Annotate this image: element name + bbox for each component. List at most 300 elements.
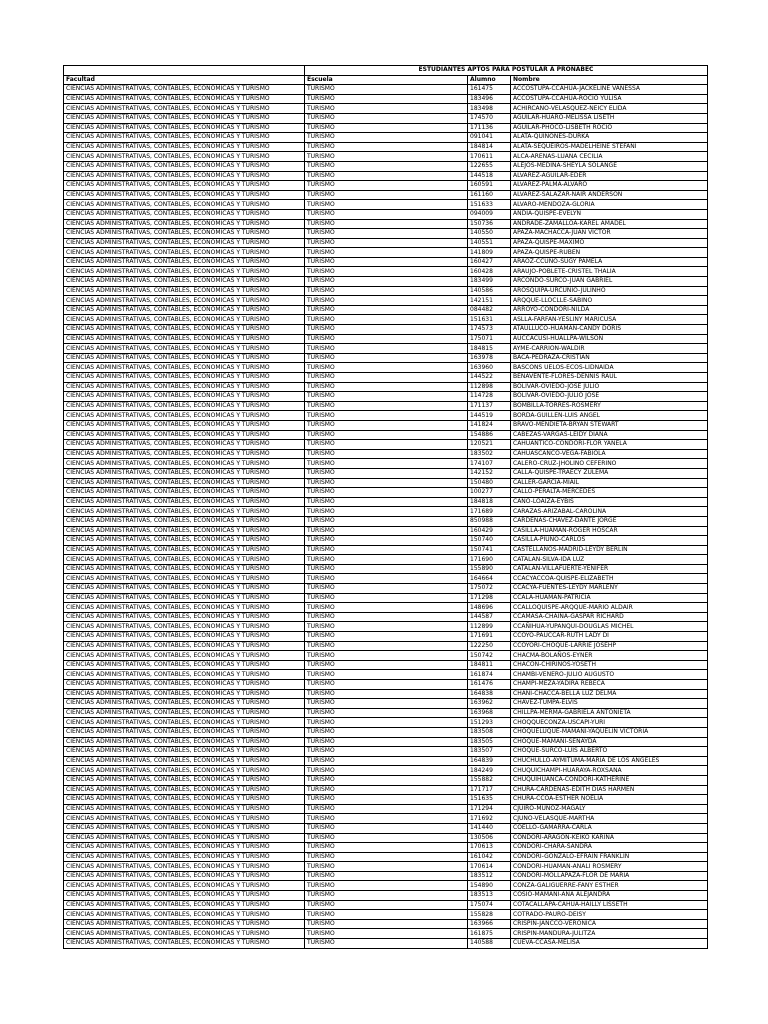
table-title-row bbox=[64, 66, 708, 76]
cell-nombre: CRISPIN-JANCCO-VERONICA bbox=[511, 919, 708, 929]
cell-escuela: TURISMO bbox=[305, 939, 468, 949]
table-row bbox=[64, 478, 708, 488]
cell-escuela: TURISMO bbox=[305, 94, 468, 104]
cell-nombre: CALLA-QUISPE-TRAECY ZULEMA bbox=[511, 468, 708, 478]
table-row bbox=[64, 881, 708, 891]
cell-facultad: CIENCIAS ADMINISTRATIVAS, CONTABLES, ECONOMICAS Y TURISMO bbox=[64, 363, 305, 373]
cell-facultad: CIENCIAS ADMINISTRATIVAS, CONTABLES, ECONOMICAS Y TURISMO bbox=[64, 871, 305, 881]
cell-facultad: CIENCIAS ADMINISTRATIVAS, CONTABLES, ECONOMICAS Y TURISMO bbox=[64, 296, 305, 306]
cell-nombre: CATALAN-SILVA-IDA LUZ bbox=[511, 555, 708, 565]
cell-nombre: CHOQQUECONZA-USCAPI-YURI bbox=[511, 718, 708, 728]
cell-nombre: BACA-PEDRAZA-CRISTIAN bbox=[511, 353, 708, 363]
cell-alumno: 122250 bbox=[468, 641, 511, 651]
table-row bbox=[64, 315, 708, 325]
cell-alumno: 150742 bbox=[468, 651, 511, 661]
cell-escuela: TURISMO bbox=[305, 929, 468, 939]
cell-escuela: TURISMO bbox=[305, 181, 468, 191]
cell-facultad: CIENCIAS ADMINISTRATIVAS, CONTABLES, ECONOMICAS Y TURISMO bbox=[64, 229, 305, 239]
table-row bbox=[64, 545, 708, 555]
cell-alumno: 171691 bbox=[468, 632, 511, 642]
cell-nombre: COELLO-GAMARRA-CARLA bbox=[511, 823, 708, 833]
cell-facultad: CIENCIAS ADMINISTRATIVAS, CONTABLES, ECONOMICAS Y TURISMO bbox=[64, 775, 305, 785]
table-row bbox=[64, 353, 708, 363]
cell-nombre: CCAÑIHUA-YUPANQUI-DOUGLAS MICHEL bbox=[511, 622, 708, 632]
cell-facultad: CIENCIAS ADMINISTRATIVAS, CONTABLES, ECONOMICAS Y TURISMO bbox=[64, 795, 305, 805]
cell-alumno: 183507 bbox=[468, 747, 511, 757]
table-row bbox=[64, 411, 708, 421]
cell-escuela: TURISMO bbox=[305, 104, 468, 114]
cell-facultad: CIENCIAS ADMINISTRATIVAS, CONTABLES, ECONOMICAS Y TURISMO bbox=[64, 488, 305, 498]
cell-alumno: 183508 bbox=[468, 727, 511, 737]
cell-escuela: TURISMO bbox=[305, 708, 468, 718]
cell-alumno: 151635 bbox=[468, 795, 511, 805]
cell-escuela: TURISMO bbox=[305, 267, 468, 277]
cell-nombre: CHUQUIHUANCA-CONDORI-KATHERINE bbox=[511, 775, 708, 785]
cell-escuela: TURISMO bbox=[305, 775, 468, 785]
cell-facultad: CIENCIAS ADMINISTRATIVAS, CONTABLES, ECONOMICAS Y TURISMO bbox=[64, 104, 305, 114]
cell-nombre: BOLIVAR-OVIEDO-JULIO JOSE bbox=[511, 392, 708, 402]
cell-nombre: CCACYA-FUENTES-LEYDY MARLENY bbox=[511, 584, 708, 594]
cell-nombre: ACCOSTUPA-CCAHUA-JACKELINE VANESSA bbox=[511, 85, 708, 95]
cell-nombre: ATAULLUCO-HUAMAN-CANDY DORIS bbox=[511, 325, 708, 335]
header-escuela: Escuela bbox=[305, 75, 468, 85]
cell-facultad: CIENCIAS ADMINISTRATIVAS, CONTABLES, ECONOMICAS Y TURISMO bbox=[64, 353, 305, 363]
cell-facultad: CIENCIAS ADMINISTRATIVAS, CONTABLES, ECONOMICAS Y TURISMO bbox=[64, 632, 305, 642]
cell-facultad: CIENCIAS ADMINISTRATIVAS, CONTABLES, ECONOMICAS Y TURISMO bbox=[64, 190, 305, 200]
table-row bbox=[64, 229, 708, 239]
cell-facultad: CIENCIAS ADMINISTRATIVAS, CONTABLES, ECONOMICAS Y TURISMO bbox=[64, 334, 305, 344]
cell-escuela: TURISMO bbox=[305, 507, 468, 517]
cell-alumno: 174107 bbox=[468, 459, 511, 469]
cell-escuela: TURISMO bbox=[305, 718, 468, 728]
cell-escuela: TURISMO bbox=[305, 833, 468, 843]
cell-alumno: 140588 bbox=[468, 939, 511, 949]
cell-escuela: TURISMO bbox=[305, 536, 468, 546]
cell-nombre: ACCOSTUPA-CCAHUA-ROCIO YULISA bbox=[511, 94, 708, 104]
cell-nombre: CAHUASCANCO-VEGA-FABIOLA bbox=[511, 449, 708, 459]
table-row bbox=[64, 699, 708, 709]
cell-alumno: 155882 bbox=[468, 775, 511, 785]
cell-facultad: CIENCIAS ADMINISTRATIVAS, CONTABLES, ECONOMICAS Y TURISMO bbox=[64, 267, 305, 277]
table-row bbox=[64, 929, 708, 939]
table-row bbox=[64, 248, 708, 258]
cell-facultad: CIENCIAS ADMINISTRATIVAS, CONTABLES, ECONOMICAS Y TURISMO bbox=[64, 747, 305, 757]
table-row bbox=[64, 344, 708, 354]
cell-escuela: TURISMO bbox=[305, 804, 468, 814]
cell-nombre: BORDA-GUILLEN-LUIS ANGEL bbox=[511, 411, 708, 421]
cell-alumno: 164838 bbox=[468, 689, 511, 699]
cell-alumno: 140550 bbox=[468, 229, 511, 239]
cell-escuela: TURISMO bbox=[305, 334, 468, 344]
cell-alumno: 120521 bbox=[468, 440, 511, 450]
cell-escuela: TURISMO bbox=[305, 142, 468, 152]
table-row bbox=[64, 862, 708, 872]
cell-escuela: TURISMO bbox=[305, 612, 468, 622]
cell-escuela: TURISMO bbox=[305, 660, 468, 670]
cell-nombre: ARQQUE-LLOCLLE-SABINO bbox=[511, 296, 708, 306]
table-row bbox=[64, 727, 708, 737]
cell-nombre: CRISPIN-MANDURA-JULITZA bbox=[511, 929, 708, 939]
cell-facultad: CIENCIAS ADMINISTRATIVAS, CONTABLES, ECONOMICAS Y TURISMO bbox=[64, 315, 305, 325]
cell-escuela: TURISMO bbox=[305, 632, 468, 642]
cell-nombre: CHACMA-BOLAÑOS-EYNER bbox=[511, 651, 708, 661]
cell-facultad: CIENCIAS ADMINISTRATIVAS, CONTABLES, ECONOMICAS Y TURISMO bbox=[64, 238, 305, 248]
cell-escuela: TURISMO bbox=[305, 891, 468, 901]
table-row bbox=[64, 516, 708, 526]
cell-alumno: 183499 bbox=[468, 277, 511, 287]
cell-alumno: 084482 bbox=[468, 305, 511, 315]
cell-alumno: 174570 bbox=[468, 113, 511, 123]
cell-escuela: TURISMO bbox=[305, 353, 468, 363]
table-row bbox=[64, 104, 708, 114]
cell-alumno: 163960 bbox=[468, 363, 511, 373]
table-row bbox=[64, 277, 708, 287]
cell-escuela: TURISMO bbox=[305, 488, 468, 498]
cell-escuela: TURISMO bbox=[305, 373, 468, 383]
cell-escuela: TURISMO bbox=[305, 910, 468, 920]
cell-escuela: TURISMO bbox=[305, 161, 468, 171]
cell-alumno: 142151 bbox=[468, 296, 511, 306]
cell-nombre: CHOQUE-SURCO-LUIS ALBERTO bbox=[511, 747, 708, 757]
table-row bbox=[64, 919, 708, 929]
cell-nombre: CHILLPA-MERMA-GABRIELA ANTONIETA bbox=[511, 708, 708, 718]
cell-facultad: CIENCIAS ADMINISTRATIVAS, CONTABLES, ECONOMICAS Y TURISMO bbox=[64, 584, 305, 594]
cell-nombre: CHAVEZ-TUMPA-ELVIS bbox=[511, 699, 708, 709]
cell-nombre: CCOYORI-CHOQUE-LARRIE JOSEHP bbox=[511, 641, 708, 651]
cell-facultad: CIENCIAS ADMINISTRATIVAS, CONTABLES, ECONOMICAS Y TURISMO bbox=[64, 161, 305, 171]
cell-escuela: TURISMO bbox=[305, 699, 468, 709]
cell-escuela: TURISMO bbox=[305, 862, 468, 872]
cell-escuela: TURISMO bbox=[305, 190, 468, 200]
cell-alumno: 144519 bbox=[468, 411, 511, 421]
cell-escuela: TURISMO bbox=[305, 382, 468, 392]
cell-nombre: CCOYO-PAUCCAR-RUTH LADY DI bbox=[511, 632, 708, 642]
cell-facultad: CIENCIAS ADMINISTRATIVAS, CONTABLES, ECONOMICAS Y TURISMO bbox=[64, 603, 305, 613]
cell-nombre: CCALLOQUISPE-ARQQUE-MARIO ALDAIR bbox=[511, 603, 708, 613]
cell-escuela: TURISMO bbox=[305, 756, 468, 766]
cell-alumno: 171717 bbox=[468, 785, 511, 795]
cell-facultad: CIENCIAS ADMINISTRATIVAS, CONTABLES, ECONOMICAS Y TURISMO bbox=[64, 181, 305, 191]
cell-escuela: TURISMO bbox=[305, 219, 468, 229]
cell-nombre: CONDORI-CHARA-SANDRA bbox=[511, 843, 708, 853]
cell-facultad: CIENCIAS ADMINISTRATIVAS, CONTABLES, ECONOMICAS Y TURISMO bbox=[64, 651, 305, 661]
cell-escuela: TURISMO bbox=[305, 229, 468, 239]
cell-facultad: CIENCIAS ADMINISTRATIVAS, CONTABLES, ECONOMICAS Y TURISMO bbox=[64, 401, 305, 411]
cell-escuela: TURISMO bbox=[305, 823, 468, 833]
cell-facultad: CIENCIAS ADMINISTRATIVAS, CONTABLES, ECONOMICAS Y TURISMO bbox=[64, 497, 305, 507]
table-row bbox=[64, 536, 708, 546]
cell-facultad: CIENCIAS ADMINISTRATIVAS, CONTABLES, ECONOMICAS Y TURISMO bbox=[64, 200, 305, 210]
cell-nombre: ARROYO-CONDORI-NILDA bbox=[511, 305, 708, 315]
table-row bbox=[64, 632, 708, 642]
cell-facultad: CIENCIAS ADMINISTRATIVAS, CONTABLES, ECONOMICAS Y TURISMO bbox=[64, 939, 305, 949]
cell-escuela: TURISMO bbox=[305, 468, 468, 478]
table-row bbox=[64, 161, 708, 171]
cell-alumno: 130506 bbox=[468, 833, 511, 843]
cell-facultad: CIENCIAS ADMINISTRATIVAS, CONTABLES, ECONOMICAS Y TURISMO bbox=[64, 593, 305, 603]
cell-facultad: CIENCIAS ADMINISTRATIVAS, CONTABLES, ECONOMICAS Y TURISMO bbox=[64, 209, 305, 219]
cell-facultad: CIENCIAS ADMINISTRATIVAS, CONTABLES, ECONOMICAS Y TURISMO bbox=[64, 420, 305, 430]
cell-alumno: 140551 bbox=[468, 238, 511, 248]
cell-nombre: CASILLA-PIUÑO-CARLOS bbox=[511, 536, 708, 546]
cell-facultad: CIENCIAS ADMINISTRATIVAS, CONTABLES, ECONOMICAS Y TURISMO bbox=[64, 468, 305, 478]
cell-escuela: TURISMO bbox=[305, 315, 468, 325]
cell-facultad: CIENCIAS ADMINISTRATIVAS, CONTABLES, ECONOMICAS Y TURISMO bbox=[64, 123, 305, 133]
table-row bbox=[64, 219, 708, 229]
cell-alumno: 122655 bbox=[468, 161, 511, 171]
table-row bbox=[64, 430, 708, 440]
cell-escuela: TURISMO bbox=[305, 420, 468, 430]
cell-alumno: 850988 bbox=[468, 516, 511, 526]
cell-alumno: 160429 bbox=[468, 526, 511, 536]
table-row bbox=[64, 555, 708, 565]
cell-nombre: ALVAREZ-SALAZAR-NAIR ANDERSON bbox=[511, 190, 708, 200]
table-row bbox=[64, 660, 708, 670]
table-row bbox=[64, 449, 708, 459]
cell-alumno: 170614 bbox=[468, 862, 511, 872]
cell-nombre: CONDORI-MOLLAPAZA-FLOR DE MARIA bbox=[511, 871, 708, 881]
table-row bbox=[64, 564, 708, 574]
cell-facultad: CIENCIAS ADMINISTRATIVAS, CONTABLES, ECONOMICAS Y TURISMO bbox=[64, 94, 305, 104]
cell-escuela: TURISMO bbox=[305, 305, 468, 315]
cell-escuela: TURISMO bbox=[305, 603, 468, 613]
cell-escuela: TURISMO bbox=[305, 747, 468, 757]
table-row bbox=[64, 795, 708, 805]
table-row bbox=[64, 142, 708, 152]
cell-alumno: 100277 bbox=[468, 488, 511, 498]
cell-facultad: CIENCIAS ADMINISTRATIVAS, CONTABLES, ECONOMICAS Y TURISMO bbox=[64, 919, 305, 929]
cell-nombre: CANO-LOAIZA-EYBIS bbox=[511, 497, 708, 507]
cell-alumno: 170611 bbox=[468, 152, 511, 162]
cell-nombre: ALVAREZ-PALMA-ALVARO bbox=[511, 181, 708, 191]
table-row bbox=[64, 833, 708, 843]
cell-escuela: TURISMO bbox=[305, 248, 468, 258]
table-row bbox=[64, 574, 708, 584]
cell-alumno: 183498 bbox=[468, 104, 511, 114]
header-facultad: Facultad bbox=[64, 75, 305, 85]
cell-nombre: CHAÑI-CHACCA-BELLA LUZ DELMA bbox=[511, 689, 708, 699]
table-row bbox=[64, 852, 708, 862]
cell-nombre: CCAMASA-CHAIÑA-GASPAR RICHARD bbox=[511, 612, 708, 622]
cell-facultad: CIENCIAS ADMINISTRATIVAS, CONTABLES, ECONOMICAS Y TURISMO bbox=[64, 680, 305, 690]
cell-alumno: 161476 bbox=[468, 680, 511, 690]
cell-escuela: TURISMO bbox=[305, 852, 468, 862]
cell-facultad: CIENCIAS ADMINISTRATIVAS, CONTABLES, ECONOMICAS Y TURISMO bbox=[64, 862, 305, 872]
cell-escuela: TURISMO bbox=[305, 238, 468, 248]
table-row bbox=[64, 939, 708, 949]
table-header-row bbox=[64, 75, 708, 85]
cell-escuela: TURISMO bbox=[305, 171, 468, 181]
cell-alumno: 141824 bbox=[468, 420, 511, 430]
cell-escuela: TURISMO bbox=[305, 516, 468, 526]
cell-alumno: 150741 bbox=[468, 545, 511, 555]
cell-nombre: ACHIRCANO-VELASQUEZ-NEICY ELIDA bbox=[511, 104, 708, 114]
cell-escuela: TURISMO bbox=[305, 152, 468, 162]
cell-facultad: CIENCIAS ADMINISTRATIVAS, CONTABLES, ECONOMICAS Y TURISMO bbox=[64, 257, 305, 267]
cell-nombre: BRAVO-MENDIETA-BRYAN STEWART bbox=[511, 420, 708, 430]
cell-facultad: CIENCIAS ADMINISTRATIVAS, CONTABLES, ECONOMICAS Y TURISMO bbox=[64, 670, 305, 680]
cell-facultad: CIENCIAS ADMINISTRATIVAS, CONTABLES, ECONOMICAS Y TURISMO bbox=[64, 689, 305, 699]
table-row bbox=[64, 325, 708, 335]
cell-facultad: CIENCIAS ADMINISTRATIVAS, CONTABLES, ECONOMICAS Y TURISMO bbox=[64, 171, 305, 181]
cell-alumno: 163966 bbox=[468, 919, 511, 929]
table-row bbox=[64, 401, 708, 411]
cell-nombre: CONZA-GALIGUERRE-FANY ESTHER bbox=[511, 881, 708, 891]
cell-alumno: 144518 bbox=[468, 171, 511, 181]
cell-escuela: TURISMO bbox=[305, 689, 468, 699]
cell-nombre: CONDORI-GONZALO-EFRAIN FRANKLIN bbox=[511, 852, 708, 862]
cell-alumno: 141440 bbox=[468, 823, 511, 833]
table-row bbox=[64, 900, 708, 910]
table-row bbox=[64, 612, 708, 622]
table-row bbox=[64, 181, 708, 191]
cell-escuela: TURISMO bbox=[305, 296, 468, 306]
cell-escuela: TURISMO bbox=[305, 622, 468, 632]
cell-escuela: TURISMO bbox=[305, 459, 468, 469]
cell-nombre: AGUILAR-PHOCO-LISBETH ROCIO bbox=[511, 123, 708, 133]
cell-nombre: CHAMPI-MEZA-YADIRA REBECA bbox=[511, 680, 708, 690]
cell-facultad: CIENCIAS ADMINISTRATIVAS, CONTABLES, ECONOMICAS Y TURISMO bbox=[64, 507, 305, 517]
cell-facultad: CIENCIAS ADMINISTRATIVAS, CONTABLES, ECONOMICAS Y TURISMO bbox=[64, 219, 305, 229]
cell-alumno: 161160 bbox=[468, 190, 511, 200]
cell-alumno: 144587 bbox=[468, 612, 511, 622]
cell-escuela: TURISMO bbox=[305, 795, 468, 805]
cell-alumno: 183505 bbox=[468, 737, 511, 747]
cell-nombre: AYME-CARRION-WALDIR bbox=[511, 344, 708, 354]
cell-escuela: TURISMO bbox=[305, 766, 468, 776]
cell-escuela: TURISMO bbox=[305, 919, 468, 929]
table-row bbox=[64, 804, 708, 814]
table-row bbox=[64, 85, 708, 95]
cell-escuela: TURISMO bbox=[305, 526, 468, 536]
cell-facultad: CIENCIAS ADMINISTRATIVAS, CONTABLES, ECONOMICAS Y TURISMO bbox=[64, 449, 305, 459]
cell-escuela: TURISMO bbox=[305, 900, 468, 910]
cell-nombre: CHURA-CCOA-ESTHER NOELIA bbox=[511, 795, 708, 805]
cell-nombre: APAZA-MACHACCA-JUAN VICTOR bbox=[511, 229, 708, 239]
cell-nombre: CHAMBI-VENERO-JULIO AUGUSTO bbox=[511, 670, 708, 680]
cell-alumno: 155828 bbox=[468, 910, 511, 920]
table-row bbox=[64, 440, 708, 450]
table-row bbox=[64, 123, 708, 133]
cell-nombre: CALERO-CRUZ-JHOLINO CEFERINO bbox=[511, 459, 708, 469]
cell-alumno: 184811 bbox=[468, 660, 511, 670]
table-row bbox=[64, 373, 708, 383]
cell-nombre: CONDORI-ARAGON-KEIKO KARINA bbox=[511, 833, 708, 843]
cell-alumno: 094009 bbox=[468, 209, 511, 219]
cell-facultad: CIENCIAS ADMINISTRATIVAS, CONTABLES, ECONOMICAS Y TURISMO bbox=[64, 766, 305, 776]
cell-facultad: CIENCIAS ADMINISTRATIVAS, CONTABLES, ECONOMICAS Y TURISMO bbox=[64, 113, 305, 123]
cell-alumno: 161475 bbox=[468, 85, 511, 95]
cell-facultad: CIENCIAS ADMINISTRATIVAS, CONTABLES, ECONOMICAS Y TURISMO bbox=[64, 142, 305, 152]
cell-escuela: TURISMO bbox=[305, 392, 468, 402]
cell-nombre: CALLO-PERALTA-MERCEDES bbox=[511, 488, 708, 498]
cell-alumno: 184818 bbox=[468, 497, 511, 507]
table-row bbox=[64, 468, 708, 478]
cell-facultad: CIENCIAS ADMINISTRATIVAS, CONTABLES, ECONOMICAS Y TURISMO bbox=[64, 708, 305, 718]
table-row bbox=[64, 670, 708, 680]
cell-facultad: CIENCIAS ADMINISTRATIVAS, CONTABLES, ECONOMICAS Y TURISMO bbox=[64, 277, 305, 287]
cell-alumno: 175074 bbox=[468, 900, 511, 910]
cell-escuela: TURISMO bbox=[305, 555, 468, 565]
students-table bbox=[63, 65, 708, 949]
cell-facultad: CIENCIAS ADMINISTRATIVAS, CONTABLES, ECONOMICAS Y TURISMO bbox=[64, 804, 305, 814]
cell-nombre: ANDIA-QUISPE-EVELYN bbox=[511, 209, 708, 219]
table-row bbox=[64, 420, 708, 430]
cell-alumno: 150736 bbox=[468, 219, 511, 229]
cell-alumno: 160427 bbox=[468, 257, 511, 267]
cell-facultad: CIENCIAS ADMINISTRATIVAS, CONTABLES, ECONOMICAS Y TURISMO bbox=[64, 459, 305, 469]
cell-alumno: 091041 bbox=[468, 133, 511, 143]
cell-nombre: CCALA-HUAMAN-PATRICIA bbox=[511, 593, 708, 603]
cell-nombre: ALCA-ARENAS-LUANA CECILIA bbox=[511, 152, 708, 162]
cell-alumno: 175071 bbox=[468, 334, 511, 344]
cell-facultad: CIENCIAS ADMINISTRATIVAS, CONTABLES, ECONOMICAS Y TURISMO bbox=[64, 373, 305, 383]
cell-facultad: CIENCIAS ADMINISTRATIVAS, CONTABLES, ECONOMICAS Y TURISMO bbox=[64, 718, 305, 728]
cell-escuela: TURISMO bbox=[305, 257, 468, 267]
table-row bbox=[64, 238, 708, 248]
cell-facultad: CIENCIAS ADMINISTRATIVAS, CONTABLES, ECONOMICAS Y TURISMO bbox=[64, 891, 305, 901]
cell-alumno: 171690 bbox=[468, 555, 511, 565]
cell-escuela: TURISMO bbox=[305, 133, 468, 143]
cell-facultad: CIENCIAS ADMINISTRATIVAS, CONTABLES, ECONOMICAS Y TURISMO bbox=[64, 756, 305, 766]
table-row bbox=[64, 363, 708, 373]
cell-nombre: CHACON-CHIRINOS-YOSETH bbox=[511, 660, 708, 670]
cell-escuela: TURISMO bbox=[305, 593, 468, 603]
cell-alumno: 151633 bbox=[468, 200, 511, 210]
cell-alumno: 141809 bbox=[468, 248, 511, 258]
table-row bbox=[64, 584, 708, 594]
cell-escuela: TURISMO bbox=[305, 871, 468, 881]
table-row bbox=[64, 756, 708, 766]
cell-alumno: 175072 bbox=[468, 584, 511, 594]
cell-escuela: TURISMO bbox=[305, 200, 468, 210]
table-row bbox=[64, 257, 708, 267]
cell-nombre: CHURA-CARDENAS-EDITH DIAS HARMEN bbox=[511, 785, 708, 795]
cell-facultad: CIENCIAS ADMINISTRATIVAS, CONTABLES, ECONOMICAS Y TURISMO bbox=[64, 133, 305, 143]
cell-nombre: ARAOZ-CCUNO-SUGY PAMELA bbox=[511, 257, 708, 267]
cell-escuela: TURISMO bbox=[305, 564, 468, 574]
cell-nombre: COSIO-MAMANI-ANA ALEJANDRA bbox=[511, 891, 708, 901]
table-row bbox=[64, 171, 708, 181]
cell-nombre: ASLLA-FARFAN-YESLINY MARICUSA bbox=[511, 315, 708, 325]
cell-facultad: CIENCIAS ADMINISTRATIVAS, CONTABLES, ECONOMICAS Y TURISMO bbox=[64, 833, 305, 843]
table-row bbox=[64, 209, 708, 219]
cell-nombre: ALEJOS-MEDINA-SHEYLA SOLANGE bbox=[511, 161, 708, 171]
cell-nombre: CASILLA-HUAMAN-ROGER HOSCAR bbox=[511, 526, 708, 536]
cell-alumno: 161042 bbox=[468, 852, 511, 862]
cell-alumno: 164839 bbox=[468, 756, 511, 766]
cell-escuela: TURISMO bbox=[305, 680, 468, 690]
cell-facultad: CIENCIAS ADMINISTRATIVAS, CONTABLES, ECONOMICAS Y TURISMO bbox=[64, 737, 305, 747]
table-row bbox=[64, 526, 708, 536]
cell-escuela: TURISMO bbox=[305, 363, 468, 373]
cell-alumno: 114728 bbox=[468, 392, 511, 402]
cell-alumno: 163978 bbox=[468, 353, 511, 363]
table-row bbox=[64, 305, 708, 315]
cell-nombre: CHOQUE-MAMANI-SENAYDA bbox=[511, 737, 708, 747]
cell-nombre: CHUCHULLO-AYMITUMA-MARIA DE LOS ANGELES bbox=[511, 756, 708, 766]
cell-nombre: BOLIVAR-OVIEDO-JOSÉ JULIO bbox=[511, 382, 708, 392]
cell-escuela: TURISMO bbox=[305, 545, 468, 555]
cell-facultad: CIENCIAS ADMINISTRATIVAS, CONTABLES, ECONOMICAS Y TURISMO bbox=[64, 852, 305, 862]
cell-escuela: TURISMO bbox=[305, 785, 468, 795]
cell-escuela: TURISMO bbox=[305, 670, 468, 680]
table-row bbox=[64, 488, 708, 498]
cell-alumno: 164664 bbox=[468, 574, 511, 584]
cell-facultad: CIENCIAS ADMINISTRATIVAS, CONTABLES, ECONOMICAS Y TURISMO bbox=[64, 622, 305, 632]
table-row bbox=[64, 497, 708, 507]
cell-alumno: 183502 bbox=[468, 449, 511, 459]
